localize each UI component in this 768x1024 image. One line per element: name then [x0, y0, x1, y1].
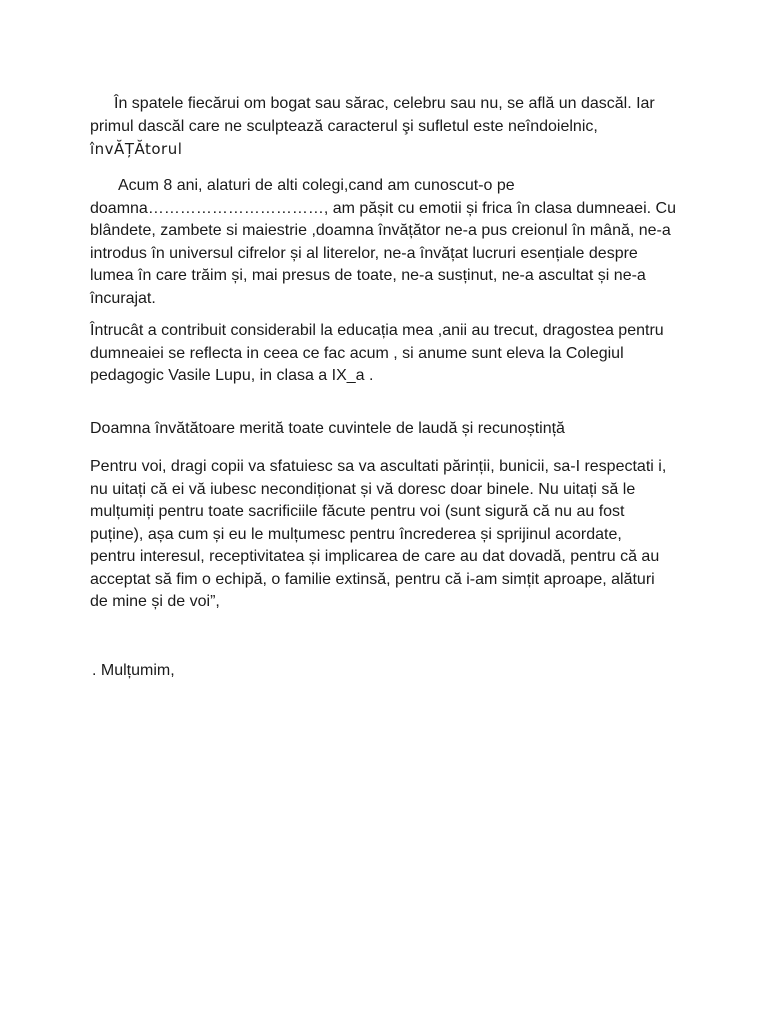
paragraph-advice: [90, 456, 690, 614]
text-line: blândete, zambete si maiestrie ,doamna învățător ne-a pus creionul în mână, ne-a: [90, 222, 671, 239]
text-line: Întrucât a contribuit considerabil la educația mea ,anii au trecut, dragostea pentru: [90, 322, 664, 339]
text-line: doamna……………………………, am pășit cu emotii și frica în clasa dumneaei. Cu: [90, 199, 676, 217]
text-line: pentru interesul, receptivitatea și implicarea de care au dat dovadă, pentru că au: [90, 548, 660, 565]
text-line: Acum 8 ani, alaturi de alti colegi,cand am cunoscut-o pe: [118, 177, 515, 194]
text-line: acceptat să fim o echipă, o familie extinsă, pentru că i-am simțit aproape, alături: [90, 570, 655, 588]
text-line: Doamna învătătoare merită toate cuvintele de laudă și recunoștință: [90, 420, 565, 437]
paragraph-contribution: [90, 320, 690, 388]
paragraph-memories: [90, 175, 690, 310]
text-line-emphasis: învĂȚĂtorul: [90, 140, 183, 158]
paragraph-praise: [90, 418, 690, 441]
text-line: primul dascăl care ne sculptează caracterul şi sufletul este neîndoielnic,: [90, 117, 598, 135]
text-line: încurajat.: [90, 289, 156, 307]
text-line: de mine și de voi”,: [90, 593, 220, 610]
text-line: puține), așa cum și eu le mulțumesc pentru încrederea și sprijinul acordate,: [90, 525, 622, 543]
text-line: dumneaiei se reflecta in ceea ce fac acum , si anume sunt eleva la Colegiul: [90, 344, 624, 362]
text-line: În spatele fiecărui om bogat sau sărac, celebru sau nu, se află un dascăl. Iar: [114, 95, 655, 112]
text-line: pedagogic Vasile Lupu, in clasa a IX_a .: [90, 367, 374, 384]
text-line: nu uitați că ei vă iubesc necondiționat și vă doresc doar binele. Nu uitați să le: [90, 480, 636, 498]
text-line: lumea în care trăim și, mai presus de toate, ne-a susținut, ne-a ascultat și ne-a: [90, 267, 646, 284]
text-line: introdus în universul cifrelor și al literelor, ne-a învățat lucruri esențiale despre: [90, 244, 638, 262]
text-line: mulțumiți pentru toate sacrificiile făcute pentru voi (sunt sigură că nu au fost: [90, 503, 625, 520]
text-line: . Mulțumim,: [92, 662, 175, 679]
text-line: Pentru voi, dragi copii va sfatuiesc sa va ascultati părinții, bunicii, sa-I respectati i,: [90, 458, 667, 475]
paragraph-intro: [90, 93, 690, 161]
paragraph-thanks: [92, 660, 692, 683]
